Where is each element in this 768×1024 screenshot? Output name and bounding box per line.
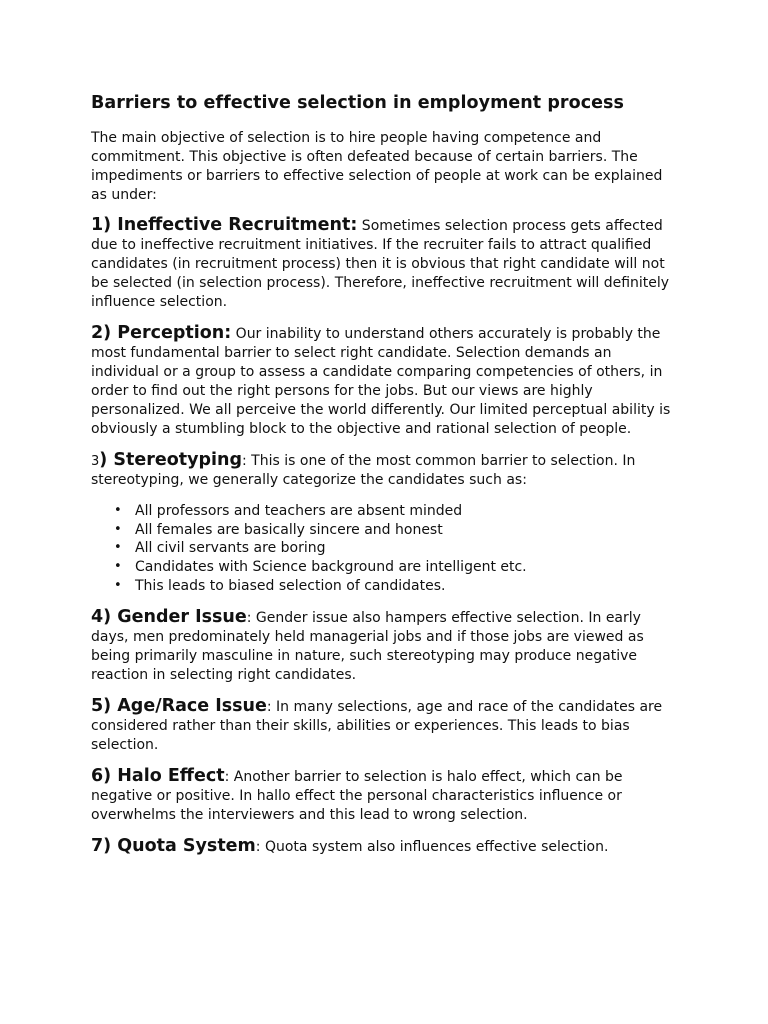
list-item-text: All civil servants are boring <box>135 540 326 557</box>
list-item-text: All females are basically sincere and honest <box>135 521 443 538</box>
section-heading: ) Stereotyping <box>99 450 243 470</box>
document-title: Barriers to effective selection in employment process <box>91 93 624 113</box>
section-body: : In many selections, age and race of the candidates are considered rather than their skills, abilities or experiences. This leads to bias selection. <box>91 698 663 753</box>
section-gender-issue <box>91 608 678 685</box>
list-item-text: This leads to biased selection of candidates. <box>135 577 446 594</box>
section-body: Our inability to understand others accurately is probably the most fundamental barrier to select right candidate. Selection demands an individual or a group to assess a candidate comparing competencies of others, in order to find out the right persons for the jobs. But our views are highly personalized. We all perceive the world differently. Our limited perceptual ability is obviously a stumbling block to the objective and rational selection of people. <box>91 326 671 437</box>
section-halo-effect <box>91 767 678 825</box>
section-body: : This is one of the most common barrier to selection. In stereotyping, we generally categorize the candidates such as: <box>91 453 636 488</box>
bullet-icon: • <box>114 540 122 556</box>
list-item <box>114 502 678 521</box>
section-stereotyping <box>91 451 678 490</box>
list-item-text: Candidates with Science background are intelligent etc. <box>135 559 527 576</box>
bullet-icon: • <box>114 559 122 575</box>
list-item <box>114 577 678 596</box>
bullet-icon: • <box>114 577 122 593</box>
section-body: Sometimes selection process gets affected due to ineffective recruitment initiatives. If the recruiter fails to attract qualified candidates (in recruitment process) then it is obvious that right candidate will not be selected (in selection process). Therefore, ineffective recruitment will definitely influence selection. <box>91 218 670 310</box>
section-body: : Another barrier to selection is halo effect, which can be negative or positive. In hallo effect the personal characteristics influence or overwhelms the interviewers and this lead to wrong selection. <box>91 768 623 823</box>
list-item-text: All professors and teachers are absent minded <box>135 503 463 519</box>
section-number: 3 <box>91 454 100 469</box>
section-ineffective-recruitment <box>91 216 678 312</box>
bullet-icon: • <box>114 521 122 537</box>
section-body: : Gender issue also hampers effective selection. In early days, men predominately held managerial jobs and if those jobs are viewed as being primarily masculine in nature, such stereotyping may produce negative reaction in selecting right candidates. <box>91 609 644 683</box>
section-quota-system <box>91 837 678 857</box>
section-heading: 7) Quota System <box>91 835 256 856</box>
list-item <box>114 558 678 577</box>
section-perception <box>91 324 678 439</box>
list-item <box>114 539 678 558</box>
section-heading: 6) Halo Effect <box>91 765 225 786</box>
stereotype-list <box>91 502 678 596</box>
list-item <box>114 521 678 540</box>
section-heading: 2) Perception: <box>91 323 232 343</box>
bullet-icon: • <box>114 503 122 518</box>
section-heading: 5) Age/Race Issue <box>91 695 267 716</box>
section-heading: 1) Ineffective Recruitment: <box>91 215 358 235</box>
intro-paragraph: The main objective of selection is to hire people having competence and commitment. This objective is often defeated because of certain barriers. The impediments or barriers to effective selection of people at work can be explained as under: <box>91 130 663 203</box>
section-heading: 4) Gender Issue <box>91 606 247 627</box>
section-body: : Quota system also influences effective selection. <box>255 838 609 855</box>
section-age-race-issue <box>91 697 678 755</box>
